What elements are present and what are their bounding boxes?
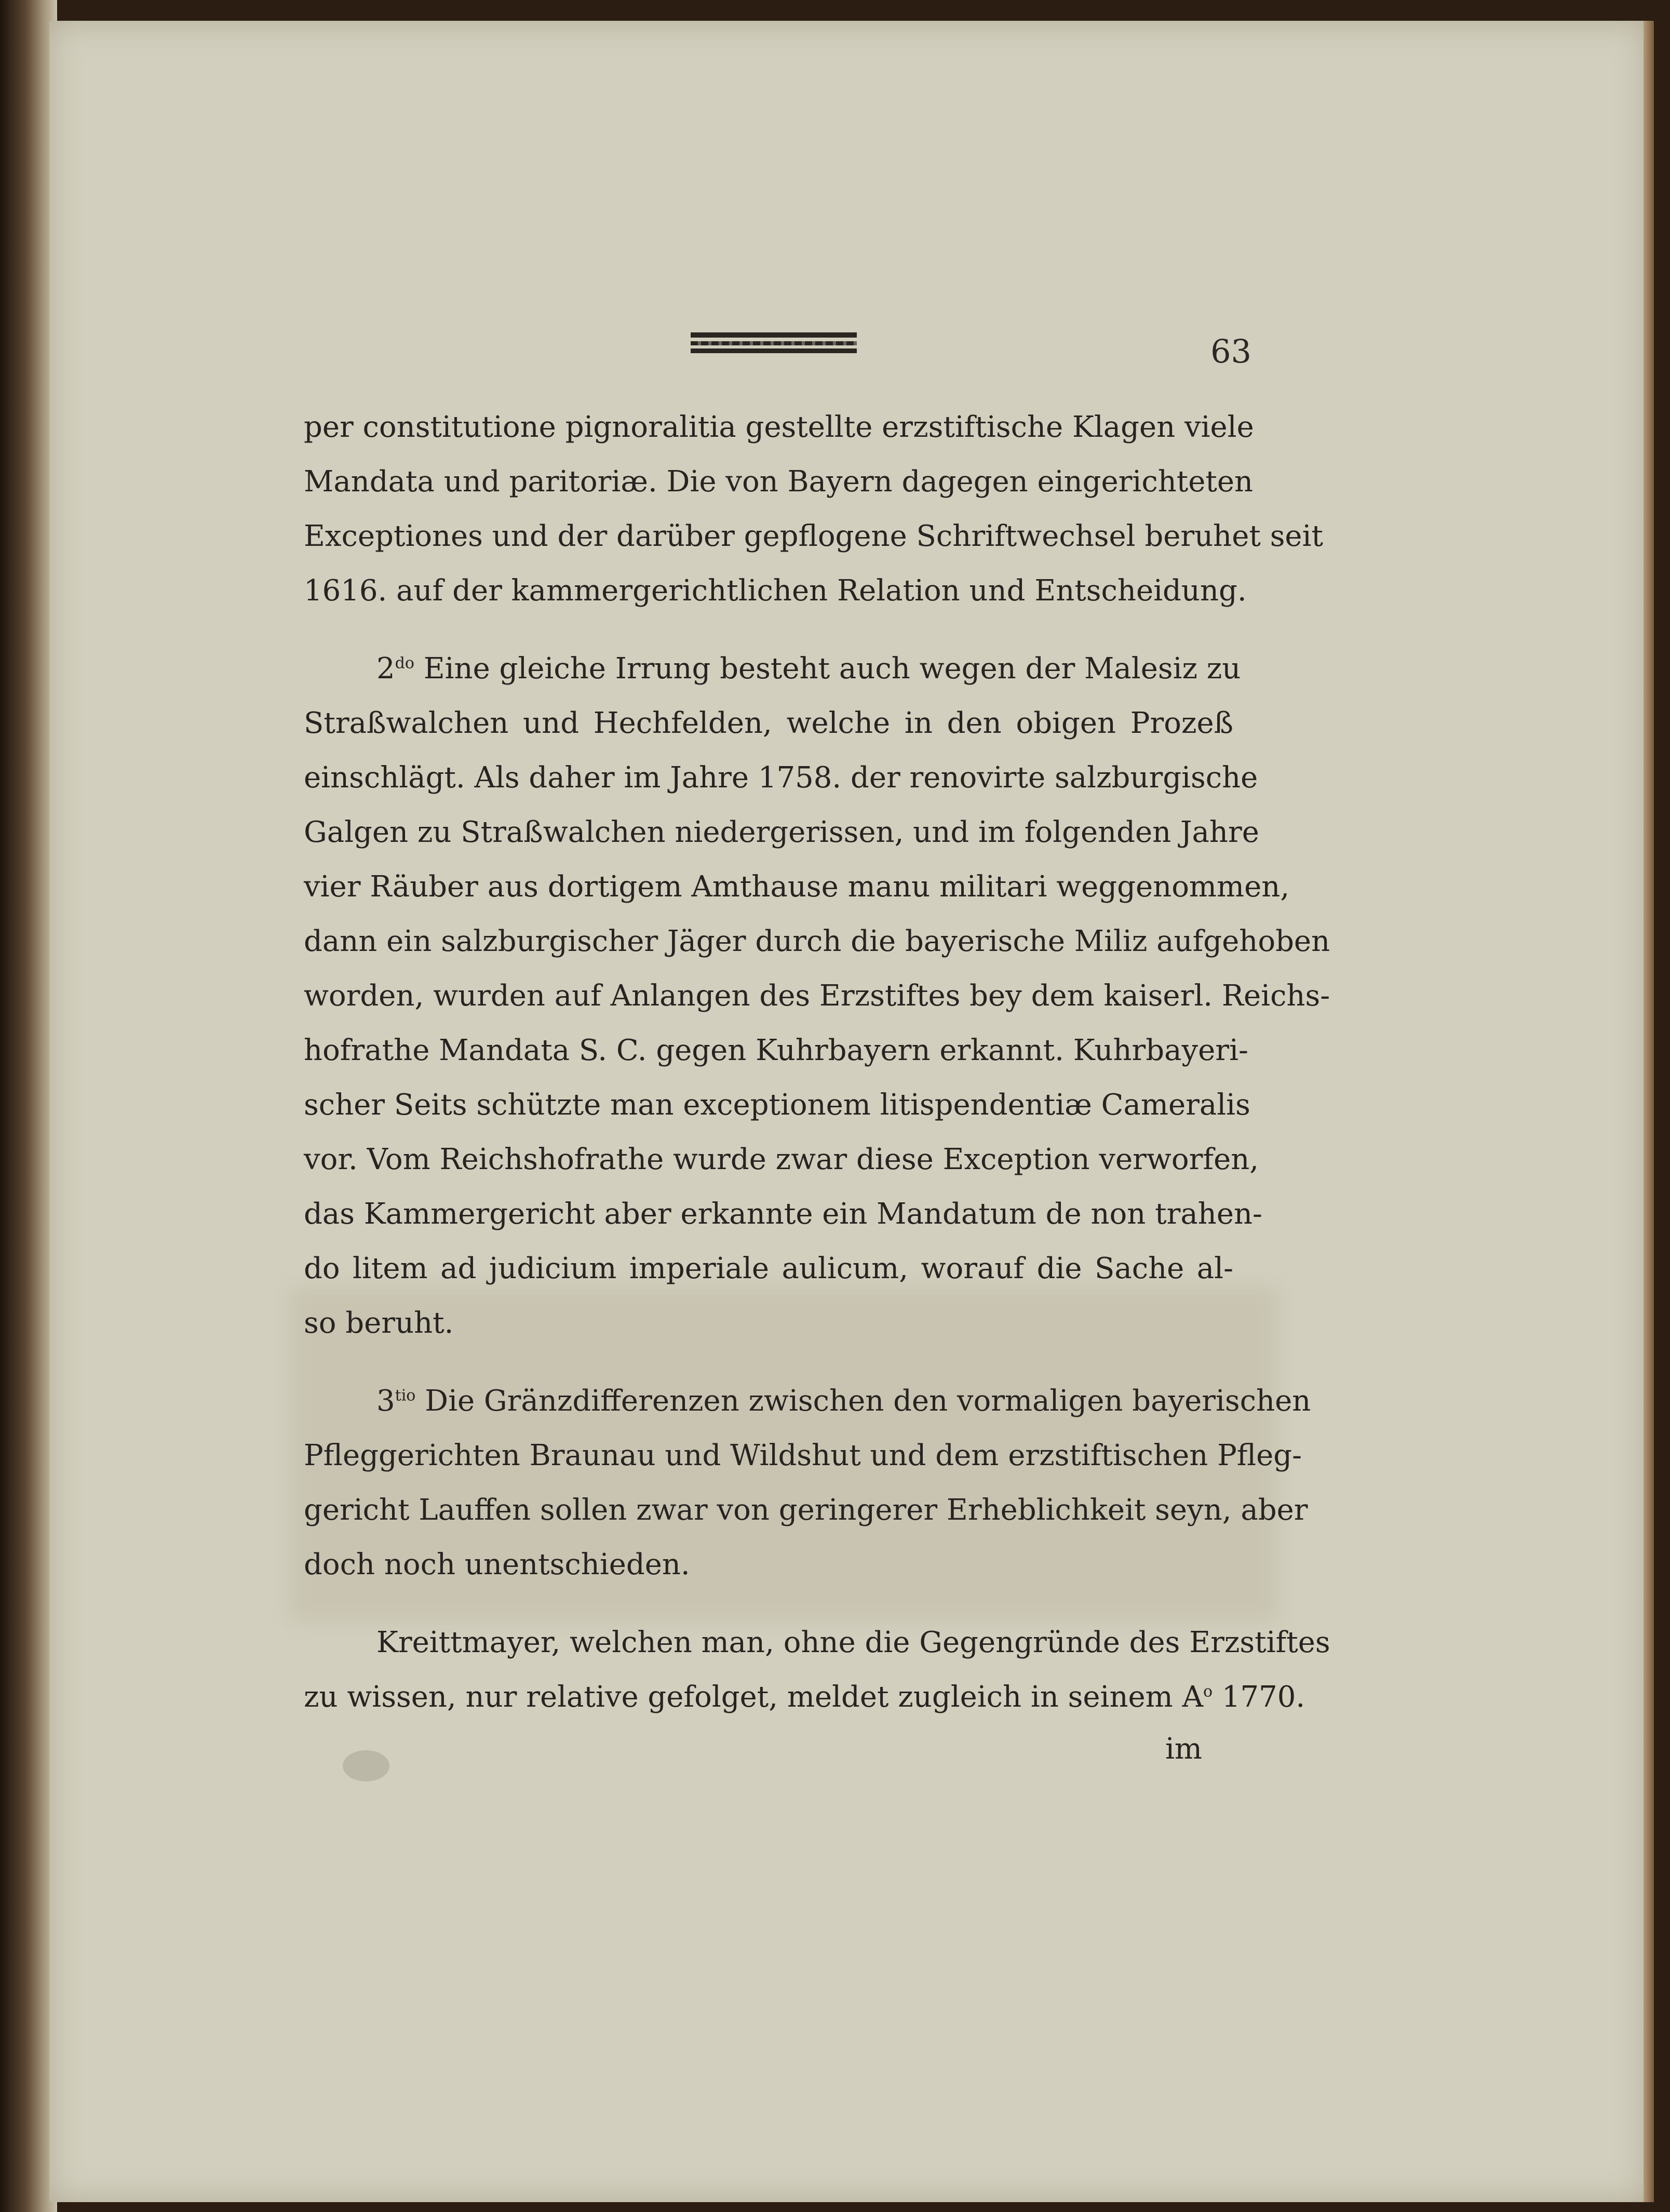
text-line: das Kammergericht aber erkannte ein Mandatum de non trahen- [304,1197,1262,1231]
text-line: hofrathe Mandata S. C. gegen Kuhrbayern erkannt. Kuhrbayeri- [304,1034,1248,1067]
header-rule-ornament [691,332,857,353]
paragraph-ordinal: 3 [376,1384,395,1418]
text-run: 1770. [1221,1680,1305,1714]
text-run: Die Gränzdifferenzen zwischen den vormaligen bayerischen [425,1384,1311,1418]
text-line: Exceptiones und der darüber gepflogene Schriftwechsel beruhet seit [304,519,1323,553]
text-line: per constitutione pignoralitia gestellte erzstiftische Klagen viele [304,410,1254,444]
ordinal-suffix: tio [395,1386,416,1405]
text-line: vier Räuber aus dortigem Amthause manu militari weggenommen, [304,870,1290,904]
book-binding [0,0,57,2212]
paragraph-ordinal: 2 [376,652,395,686]
superscript-o: o [1203,1682,1213,1701]
ink-smudge [343,1750,389,1781]
text-line: do litem ad judicium imperiale aulicum, worauf die Sache al- [304,1252,1233,1285]
text-run: zu wissen, nur relative gefolget, meldet zugleich in seinem A [304,1680,1204,1714]
text-line: gericht Lauffen sollen zwar von geringerer Erheblichkeit seyn, aber [304,1493,1308,1527]
text-line: 1616. auf der kammergerichtlichen Relation und Entscheidung. [304,574,1247,608]
text-line: Mandata und paritoriæ. Die von Bayern dagegen eingerichteten [304,465,1254,499]
text-line [304,1670,1305,1724]
text-line: dann ein salzburgischer Jäger durch die bayerische Miliz aufgehoben [304,924,1330,958]
text-line: so beruht. [304,1306,454,1340]
text-line: scher Seits schützte man exceptionem litispendentiæ Cameralis [304,1088,1250,1122]
text-line: worden, wurden auf Anlangen des Erzstiftes bey dem kaiserl. Reichs- [304,979,1330,1013]
text-line [304,641,1241,696]
ordinal-suffix: do [395,654,414,673]
text-line: vor. Vom Reichshofrathe wurde zwar diese Exception verworfen, [304,1143,1259,1176]
catchword: im [1165,1732,1202,1766]
text-line: Kreittmayer, welchen man, ohne die Gegengründe des Erzstiftes [376,1626,1330,1659]
text-line: doch noch unentschieden. [304,1548,690,1581]
body-text [304,400,1330,1724]
text-line [304,1374,1311,1428]
text-run: Eine gleiche Irrung besteht auch wegen der Malesiz zu [423,652,1241,686]
page-number: 63 [1210,332,1251,370]
text-line: Straßwalchen und Hechfelden, welche in den obigen Prozeß [304,706,1233,740]
text-line: Galgen zu Straßwalchen niedergerissen, und im folgenden Jahre [304,815,1259,849]
page-edge [1644,21,1654,2202]
text-line: einschlägt. Als daher im Jahre 1758. der renovirte salzburgische [304,761,1258,795]
text-line: Pfleggerichten Braunau und Wildshut und dem erzstiftischen Pfleg- [304,1439,1302,1472]
